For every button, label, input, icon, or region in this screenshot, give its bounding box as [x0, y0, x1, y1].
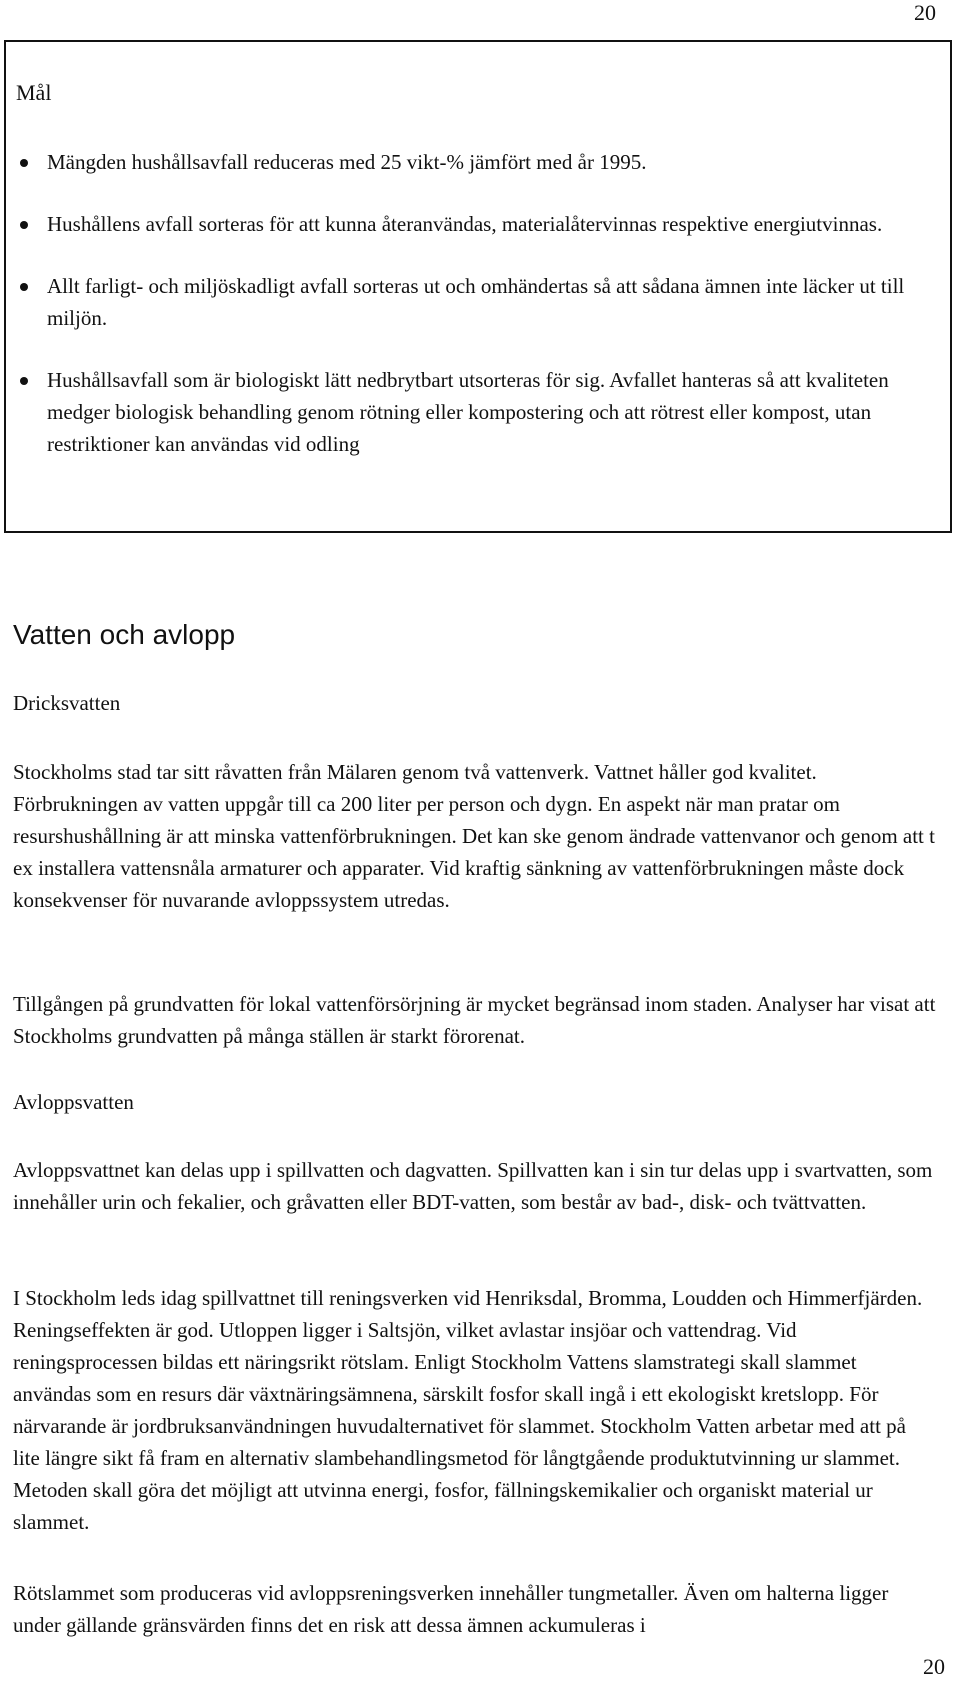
bullet-icon [20, 221, 28, 229]
goal-text: Allt farligt- och miljöskadligt avfall sorteras ut och omhändertas så att sådana ämnen inte läcker ut till miljön. [47, 274, 905, 330]
section-title: Vatten och avlopp [13, 619, 236, 650]
goal-item [6, 146, 927, 178]
bullet-icon [20, 377, 28, 385]
goals-list [6, 146, 944, 490]
bullet-icon [20, 283, 28, 291]
page-number-top: 20 [914, 0, 936, 25]
goal-text: Hushållens avfall sorteras för att kunna återanvändas, materialåtervinnas respektive energiutvinnas. [47, 212, 883, 236]
goal-item [6, 208, 927, 240]
wastewater-heading: Avloppsvatten [13, 1090, 134, 1114]
bullet-icon [20, 159, 28, 167]
goal-text: Mängden hushållsavfall reduceras med 25 vikt-% jämfört med år 1995. [47, 150, 647, 174]
page-number-bottom: 20 [923, 1654, 945, 1679]
goals-title: Mål [16, 80, 52, 105]
wastewater-paragraph-2: I Stockholm leds idag spillvattnet till reningsverken vid Henriksdal, Bromma, Loudden och Himmerfjärden. Reningseffekten är god. Utloppen ligger i Saltsjön, vilket avlastar insjöar och vattendrag. Vid reningsprocessen bildas ett näringsrikt rötslam. Enligt Stockholm Vattens slamstrategi skall slammet användas som en resurs där växtnäringsämnena, särskilt fosfor skall ingå i ett ekologiskt kretslopp. För närvarande är jordbruksanvändningen huvudalternativet för slammet. Stockholm Vatten arbetar med att på lite längre sikt få fram en alternativ slambehandlingsmetod för långtgående produktutvinning ur slammet. Metoden skall göra det möjligt att utvinna energi, fosfor, fällningskemikalier och organiskt material ur slammet. [13, 1286, 923, 1534]
wastewater-paragraph-1: Avloppsvattnet kan delas upp i spillvatten och dagvatten. Spillvatten kan i sin tur delas upp i svartvatten, som innehåller urin och fekalier, och gråvatten eller BDT-vatten, som består av bad-, disk- och tvättvatten. [13, 1158, 933, 1214]
goal-item [6, 270, 927, 334]
drinking-water-paragraph-1: Stockholms stad tar sitt råvatten från Mälaren genom två vattenverk. Vattnet håller god kvalitet. Förbrukningen av vatten uppgår till ca 200 liter per person och dygn. En aspekt när man pratar om resurshushållning är att minska vattenförbrukningen. Det kan ske genom ändrade vattenvanor och genom att t ex installera vattensnåla armaturer och apparater. Vid kraftig sänkning av vattenförbrukningen måste dock konsekvenser för nuvarande avloppssystem utredas. [13, 760, 935, 912]
drinking-water-heading: Dricksvatten [13, 691, 121, 715]
wastewater-paragraph-3: Rötslammet som produceras vid avloppsreningsverken innehåller tungmetaller. Även om halterna ligger under gällande gränsvärden finns det en risk att dessa ämnen ackumuleras i [13, 1581, 889, 1637]
goal-text: Hushållsavfall som är biologiskt lätt nedbrytbart utsorteras för sig. Avfallet hanteras så att kvaliteten medger biologisk behandling genom rötning eller kompostering och att rötrest eller kompost, utan restriktioner kan användas vid odling [47, 368, 889, 456]
drinking-water-paragraph-2: Tillgången på grundvatten för lokal vattenförsörjning är mycket begränsad inom staden. Analyser har visat att Stockholms grundvatten på många ställen är starkt förorenat. [13, 992, 936, 1048]
goals-box [4, 40, 952, 533]
goal-item [6, 364, 927, 460]
